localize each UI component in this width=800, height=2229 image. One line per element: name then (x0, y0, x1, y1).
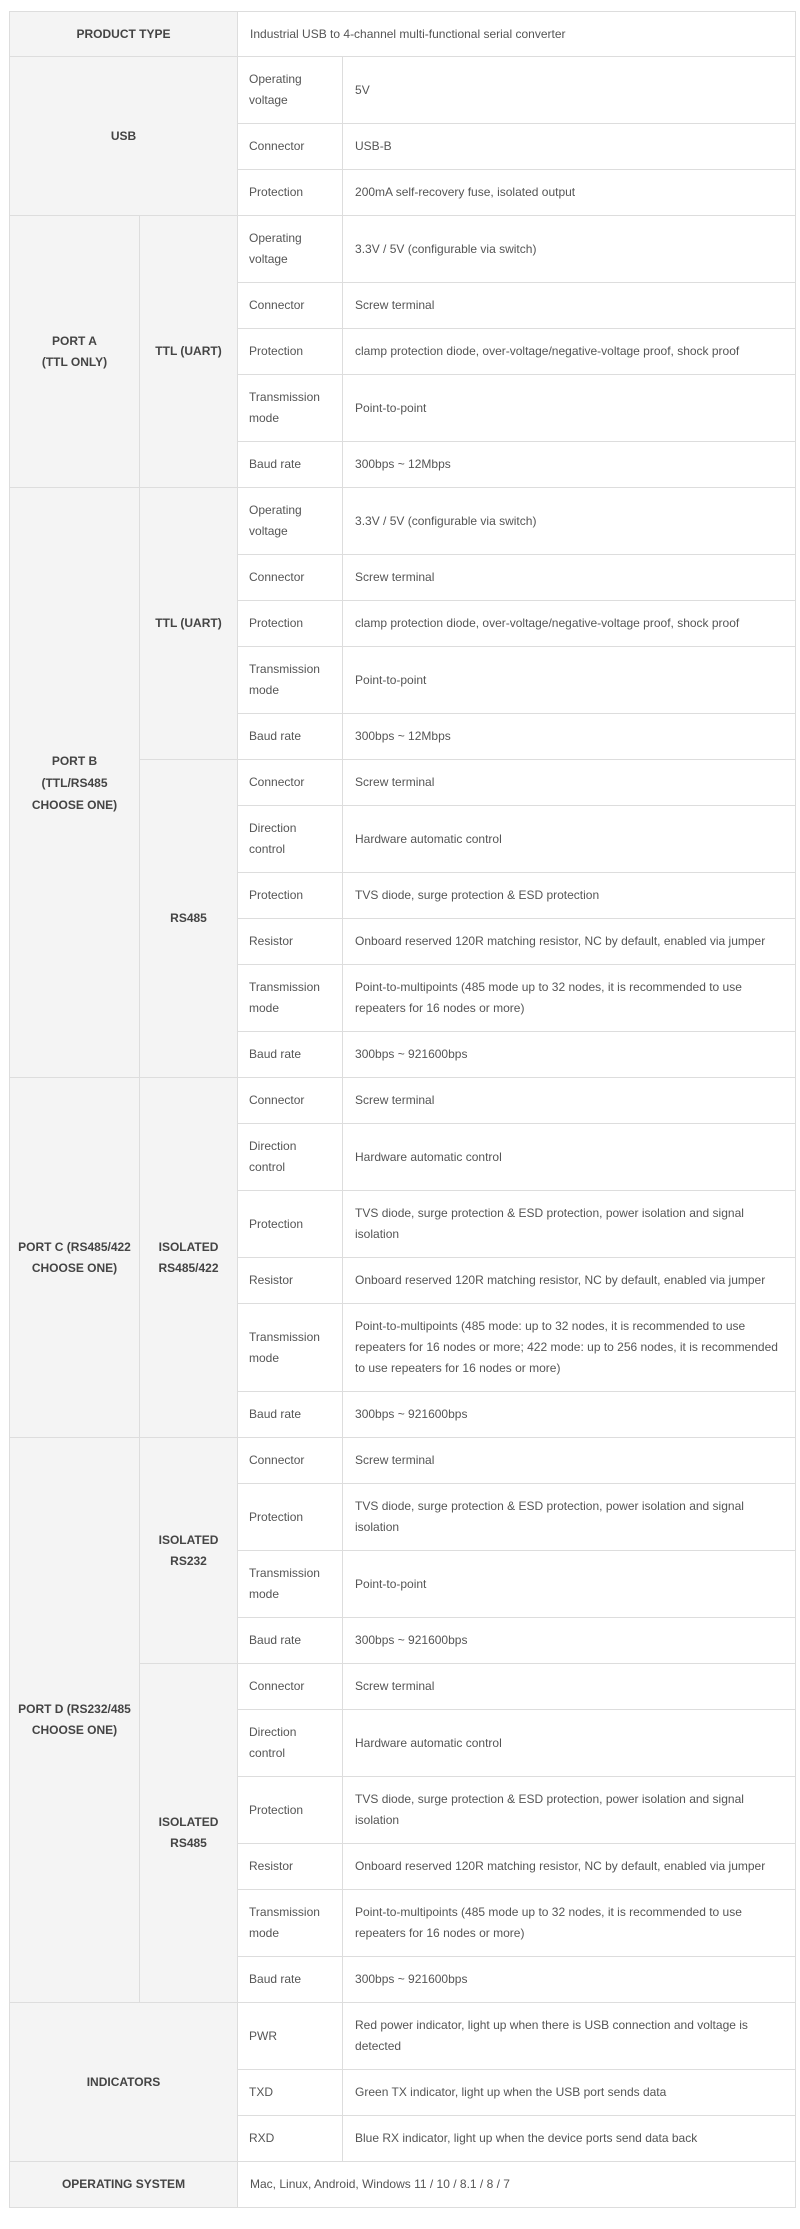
port-b-label: PORT B (TTL/RS485 CHOOSE ONE) (10, 488, 140, 1078)
spec-key: Connector (238, 1664, 343, 1710)
spec-value: Green TX indicator, light up when the USB port sends data (343, 2070, 796, 2116)
port-d-row (10, 1438, 796, 1484)
spec-key: Transmission mode (238, 1304, 343, 1392)
spec-key: Protection (238, 170, 343, 216)
spec-key: Protection (238, 1191, 343, 1258)
product-type-value: Industrial USB to 4-channel multi-functional serial converter (238, 12, 796, 57)
spec-value: 300bps ~ 12Mbps (343, 442, 796, 488)
spec-value: Screw terminal (343, 555, 796, 601)
spec-value: Screw terminal (343, 1438, 796, 1484)
spec-key: Direction control (238, 1124, 343, 1191)
spec-value: Onboard reserved 120R matching resistor, NC by default, enabled via jumper (343, 1844, 796, 1890)
spec-value: 3.3V / 5V (configurable via switch) (343, 216, 796, 283)
spec-value: Red power indicator, light up when there is USB connection and voltage is detected (343, 2003, 796, 2070)
spec-value: Onboard reserved 120R matching resistor, NC by default, enabled via jumper (343, 1258, 796, 1304)
spec-key: Connector (238, 283, 343, 329)
spec-key: Connector (238, 555, 343, 601)
spec-value: Screw terminal (343, 1664, 796, 1710)
port-a-label: PORT A (TTL ONLY) (10, 216, 140, 488)
spec-key: Resistor (238, 1844, 343, 1890)
indicators-row (10, 2003, 796, 2070)
spec-value: 200mA self-recovery fuse, isolated output (343, 170, 796, 216)
spec-key: Connector (238, 124, 343, 170)
spec-key: Operating voltage (238, 488, 343, 555)
spec-table-container (9, 11, 795, 2208)
spec-value: Point-to-multipoints (485 mode up to 32 nodes, it is recommended to use repeaters for 16 nodes or more) (343, 965, 796, 1032)
spec-value: Point-to-point (343, 647, 796, 714)
spec-value: TVS diode, surge protection & ESD protection, power isolation and signal isolation (343, 1191, 796, 1258)
spec-value: Hardware automatic control (343, 1710, 796, 1777)
os-value: Mac, Linux, Android, Windows 11 / 10 / 8.1 / 8 / 7 (238, 2162, 796, 2208)
spec-key: Baud rate (238, 1032, 343, 1078)
usb-row (10, 57, 796, 124)
indicators-label: INDICATORS (10, 2003, 238, 2162)
spec-key: Baud rate (238, 1957, 343, 2003)
spec-value: clamp protection diode, over-voltage/negative-voltage proof, shock proof (343, 601, 796, 647)
spec-key: Operating voltage (238, 57, 343, 124)
spec-value: 300bps ~ 921600bps (343, 1392, 796, 1438)
spec-key: Resistor (238, 1258, 343, 1304)
spec-value: Point-to-multipoints (485 mode: up to 32 nodes, it is recommended to use repeaters for 16 nodes or more; 422 mode: up to 256 nodes, it is recommended to use repeaters for 16 nodes or more) (343, 1304, 796, 1392)
spec-value: Screw terminal (343, 283, 796, 329)
spec-value: USB-B (343, 124, 796, 170)
spec-value: Point-to-multipoints (485 mode up to 32 nodes, it is recommended to use repeaters for 16 nodes or more) (343, 1890, 796, 1957)
spec-value: 300bps ~ 921600bps (343, 1618, 796, 1664)
usb-group-label: USB (10, 57, 238, 216)
spec-key: Protection (238, 601, 343, 647)
spec-value: Screw terminal (343, 1078, 796, 1124)
port-a-ttl-label: TTL (UART) (140, 216, 238, 488)
os-label: OPERATING SYSTEM (10, 2162, 238, 2208)
port-d-label: PORT D (RS232/485 CHOOSE ONE) (10, 1438, 140, 2003)
spec-key: Operating voltage (238, 216, 343, 283)
port-c-label: PORT C (RS485/422 CHOOSE ONE) (10, 1078, 140, 1438)
spec-key: Transmission mode (238, 375, 343, 442)
port-b-row (10, 488, 796, 555)
port-b-ttl-label: TTL (UART) (140, 488, 238, 760)
spec-key: Protection (238, 1777, 343, 1844)
spec-key: Resistor (238, 919, 343, 965)
spec-value: Point-to-point (343, 1551, 796, 1618)
spec-key: Protection (238, 1484, 343, 1551)
spec-value: 300bps ~ 12Mbps (343, 714, 796, 760)
port-b-rs485-label: RS485 (140, 760, 238, 1078)
spec-key: Connector (238, 1438, 343, 1484)
port-c-iso-label: ISOLATED RS485/422 (140, 1078, 238, 1438)
spec-value: Point-to-point (343, 375, 796, 442)
spec-value: 3.3V / 5V (configurable via switch) (343, 488, 796, 555)
spec-key: RXD (238, 2116, 343, 2162)
spec-value: TVS diode, surge protection & ESD protection, power isolation and signal isolation (343, 1777, 796, 1844)
spec-value: 5V (343, 57, 796, 124)
spec-key: Baud rate (238, 1392, 343, 1438)
os-row (10, 2162, 796, 2208)
spec-value: Onboard reserved 120R matching resistor, NC by default, enabled via jumper (343, 919, 796, 965)
spec-key: Protection (238, 329, 343, 375)
spec-key: Baud rate (238, 714, 343, 760)
spec-value: 300bps ~ 921600bps (343, 1957, 796, 2003)
spec-key: Baud rate (238, 1618, 343, 1664)
spec-key: Connector (238, 760, 343, 806)
spec-value: 300bps ~ 921600bps (343, 1032, 796, 1078)
spec-value: Hardware automatic control (343, 1124, 796, 1191)
product-type-row (10, 12, 796, 57)
spec-value: Hardware automatic control (343, 806, 796, 873)
port-a-row (10, 216, 796, 283)
spec-key: Baud rate (238, 442, 343, 488)
spec-value: Screw terminal (343, 760, 796, 806)
spec-key: Transmission mode (238, 647, 343, 714)
spec-key: Direction control (238, 806, 343, 873)
spec-value: TVS diode, surge protection & ESD protection, power isolation and signal isolation (343, 1484, 796, 1551)
spec-key: TXD (238, 2070, 343, 2116)
spec-key: Transmission mode (238, 965, 343, 1032)
spec-value: TVS diode, surge protection & ESD protection (343, 873, 796, 919)
spec-key: Transmission mode (238, 1890, 343, 1957)
spec-value: clamp protection diode, over-voltage/negative-voltage proof, shock proof (343, 329, 796, 375)
spec-key: Transmission mode (238, 1551, 343, 1618)
spec-value: Blue RX indicator, light up when the device ports send data back (343, 2116, 796, 2162)
spec-key: Direction control (238, 1710, 343, 1777)
spec-key: PWR (238, 2003, 343, 2070)
port-d-rs232-label: ISOLATED RS232 (140, 1438, 238, 1664)
spec-key: Protection (238, 873, 343, 919)
spec-key: Connector (238, 1078, 343, 1124)
product-type-label: PRODUCT TYPE (10, 12, 238, 57)
port-c-row (10, 1078, 796, 1124)
spec-table (9, 11, 796, 2208)
port-d-rs485-label: ISOLATED RS485 (140, 1664, 238, 2003)
